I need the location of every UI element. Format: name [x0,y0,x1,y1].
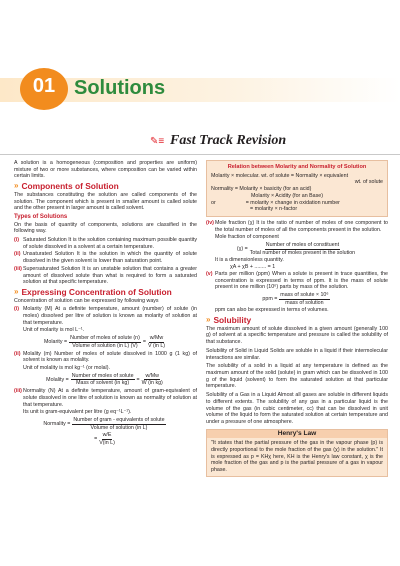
formula-label: Molarity = [43,339,68,346]
types-paragraph: On the basis of quantity of components, solutions are classified in the following way. [14,221,197,235]
box-line: Molarity × Acidity (for an Base) [251,192,323,199]
item-number: (iv) [206,219,214,226]
denominator: Total number of moles present in the solution [249,249,356,256]
section-title: Expressing Concentration of Solution [21,286,172,297]
numerator: Number of gram - equivalents of solute [73,416,165,423]
item-number: (ii) [14,350,21,357]
item-number: (i) [14,237,19,244]
item-text: Saturated Solution It is the solution containing maximum possible quantity of solute dissolved in a solvent at a certain temperature. [23,237,197,250]
arrow-icon: » [14,286,19,296]
item-number: (i) [14,306,19,313]
ppm-formula [206,292,388,306]
numerator: w/E [102,432,112,439]
equals: = [136,376,140,383]
formula-label: Molality = [46,376,69,383]
numerator: Number of moles of solute [71,372,134,379]
list-item [206,271,388,291]
body-text: Mole fraction of component [215,234,279,241]
chapter-number: 01 [32,75,56,97]
denominator: V (in L) [147,342,166,349]
item-text: Supersaturated Solution It is an unstable solution that contains a greater amount of dissolved solute than what is required to form a saturated solution at that specific temperature. [23,265,197,286]
box-line [211,200,383,207]
molality-formula [14,373,197,387]
list-item [14,351,197,364]
list-item [14,306,197,326]
list-item [206,220,388,233]
formula-label: Normality = [43,420,71,427]
molarity-formula [14,335,197,349]
denominator: Volume of solution (in L) [90,424,148,431]
denominator: W (in kg) [141,380,163,387]
unit-text: Unit of molarity is mol L⁻¹. [23,327,85,334]
arrow-icon: » [14,181,19,191]
numerator: mass of solute × 10⁶ [280,291,329,298]
unit-text: Unit of molality is mol kg⁻¹ (or molal). [23,364,110,371]
box-text: = molarity × change in oxidation number [245,199,340,206]
relation-box [206,160,388,217]
item-text: Molality (m) Number of moles of solute dissolved in 1000 g (1 kg) of solvent is known as molality. [23,350,197,364]
box-line: = molarity × n-factor [250,206,298,213]
equals: = [94,436,98,443]
chapter-title: Solutions [74,77,166,99]
solid-liquid-paragraph-2: The solubility of a solid in a liquid at any temperature is defined as the maximum amount of the solid (solute) in gram which can be dissolved in 100 g of the liquid (solvent) to form the saturated solution at that particular temperature. [206,363,388,390]
box-line: Molarity × molecular. wt. of solute = Normality × equivalent [211,172,349,179]
mole-fraction-formula [206,242,388,256]
formula-label: ppm = [262,295,278,302]
item-text: Normality (N) At a definite temperature, amount of gram-equivalent of solute dissolved in one litre of solution is known as normality of solution at that temperature. [23,388,197,408]
item-number: (v) [206,270,213,277]
item-number: (iii) [14,388,22,395]
item-text: Molarity (M) At a definite temperature, amount (number) of solute (in moles) dissolved per litre of solution is known as molarity of solution at that temperature. [23,306,197,326]
section-heading [206,317,388,324]
solubility-paragraph: The maximum amount of solute dissolved in a given amount (generally 100 g) of solvent at a specific temperature and pressure is called the solubility of that substance. [206,325,388,346]
solid-liquid-paragraph: Solubility of Solid in Liquid Solids are soluble in a liquid if their intermolecular interactions are similar. [206,347,388,361]
list-item [14,266,197,286]
henrys-law-text: "It states that the partial pressure of the gas in the vapour phase (p) is directly proportional to the mole fraction of the gas (χ) in the solution." It is expressed as p = KHχ here, KH is the Henry's law constant, χ is the mole fraction of the gas and p is the partial pressure of a gas in vapour phase. [211,440,383,474]
item-number: (ii) [14,251,21,258]
left-column [14,160,197,448]
box-line: Normality = Molarity × basicity (for an acid) [211,186,312,193]
denominator: Volume of solution (in L) (V) [72,342,138,349]
denominator: Mass of solvent (in kg) [76,380,130,387]
mole-fraction-sum: χA + χB + ........ = 1 [230,264,276,271]
list-item [14,237,197,250]
components-paragraph: The substances constituting the solution are called components of the solution. The component which is present in smaller amount is called solute and the other present in larger amount is called solvent. [14,191,197,212]
body-text: ppm can also be expressed in terms of volumes. [215,307,329,314]
list-item [14,251,197,264]
divider [0,154,400,155]
right-column [206,160,388,477]
subheading: Types of Solutions [14,213,68,220]
section-title: Solubility [213,315,252,326]
numerator: Number of moles of solute (n) [70,335,140,342]
gas-liquid-paragraph: Solubility of a Gas in a Liquid Almost all gases are soluble in different liquids to different extents. The solubility of any gas in a particular liquid is the volume of the gas (in cubic centimeter, cc) that can be dissolved in unit volume of the liquid to form the saturated solution at certain temperature and under a pressure of one atmosphere. [206,392,388,425]
section-heading [14,183,197,190]
henrys-law-heading: Henry's Law [207,430,387,439]
numerator: w/Mw [145,372,159,379]
pen-icon: ✎≡ [150,136,165,147]
box-line: wt. of solute [354,179,383,186]
numerator: Number of moles of constituent [265,242,340,249]
numerator: w/Mw [149,335,164,342]
concentration-paragraph: Concentration of solution can be expressed by following ways [14,297,159,304]
unit-text: Its unit is gram-equivalent per litre (g eq⁻¹L⁻¹). [23,409,132,416]
normality-formula-2 [14,432,197,446]
chapter-banner [0,68,400,110]
box-heading: Relation between Molarity and Normality of Solution [227,164,367,170]
denominator: mass of solution [285,299,324,306]
fast-track-title: Fast Track Revision [170,133,287,148]
section-heading [14,286,197,297]
normality-formula [14,417,197,431]
henrys-law-box [206,429,388,477]
item-text: Mole fraction (χ) It is the ratio of number of moles of one component to the total number of moles of all the components present in the solution. [215,219,388,233]
intro-paragraph: A solution is a homogeneous (composition and properties are uniform) mixture of two or more substances, where composition can be varied within certain limits. [14,160,197,180]
list-item [14,388,197,408]
arrow-icon: » [206,315,211,325]
denominator: V(in L) [99,440,115,447]
body-text: It is a dimensionless quantity. [215,257,284,264]
box-or: or [211,199,216,206]
item-text: Unsaturated Solution It is the solution in which the quantity of solute dissolved in the given solvent is lower than saturation point. [23,251,197,265]
equals: = [142,339,146,346]
section-title: Components of Solution [21,181,119,192]
item-number: (iii) [14,265,22,272]
formula-label: (χ) = [236,245,248,252]
item-text: Parts per million (ppm) When a solute is present in trace quantities, the concentration is expressed in terms of ppm. It is the mass of solute present in one million (10⁶) parts by mass of the solution. [215,270,388,291]
